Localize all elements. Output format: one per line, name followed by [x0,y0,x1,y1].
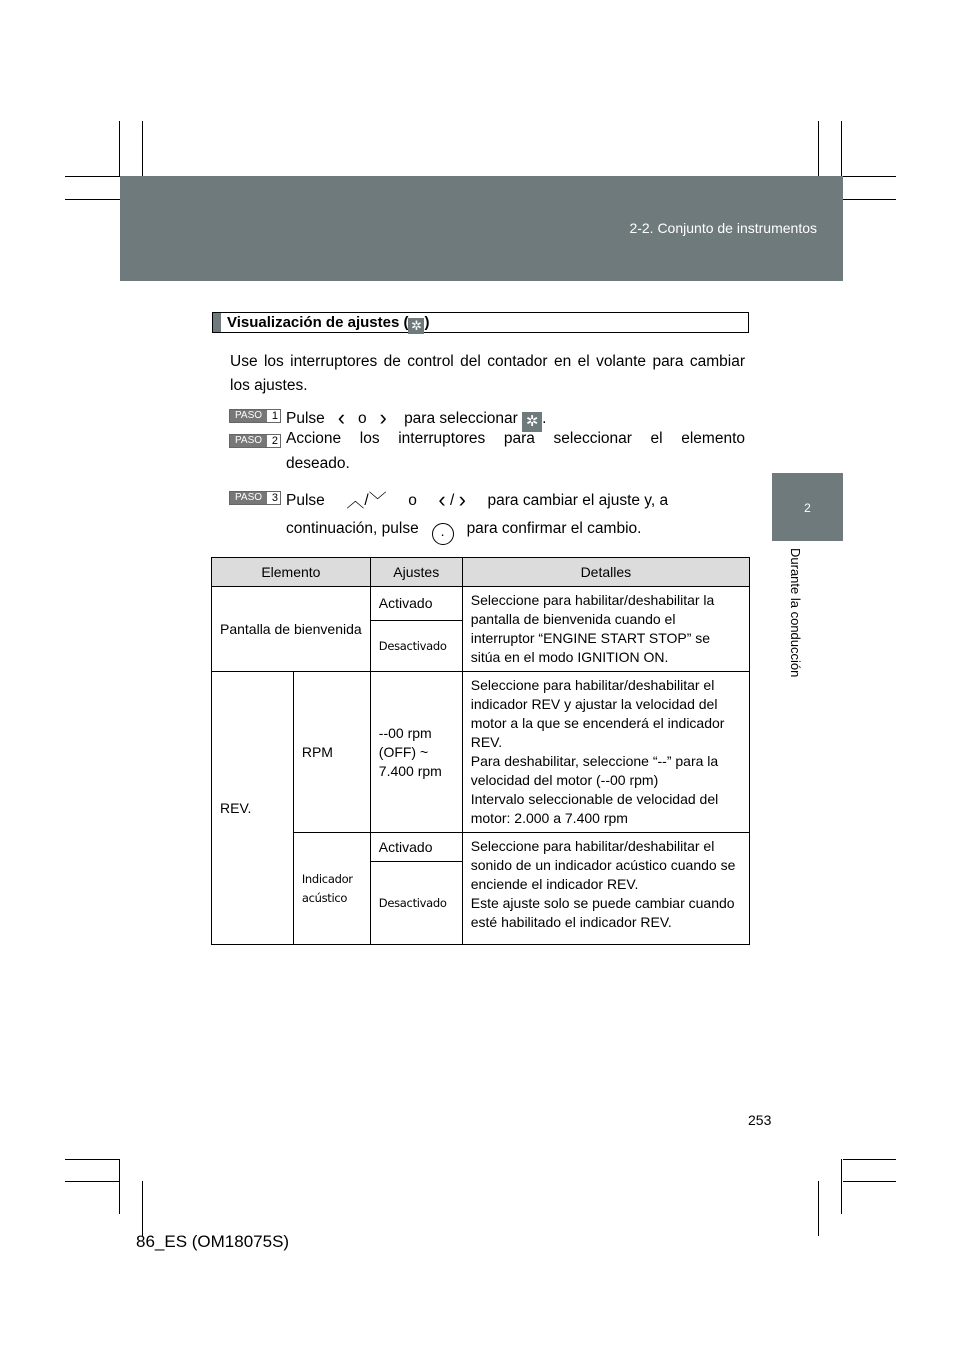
page-header [120,176,843,281]
chapter-label-container [783,546,805,696]
step-number: 2 [271,435,278,447]
crop-mark [119,121,120,176]
step-text: para cambiar el ajuste y, a [487,492,669,509]
step-3-text-line1 [286,487,668,513]
crop-mark [841,1159,842,1214]
step-badge [229,434,281,448]
step-text: o [408,492,417,509]
crop-mark [142,121,143,176]
crop-mark [65,199,120,200]
step-key: PASO [230,410,267,422]
page-number: 253 [748,1112,772,1128]
step-text: o [357,410,367,427]
chevron-left-icon: ‹ [337,405,346,430]
intro-paragraph: Use los interruptores de control del contador en el volante para cambiar los ajustes. [230,353,745,394]
step-key: PASO [230,435,267,447]
chapter-label: Durante la conducción [788,548,803,678]
table-cell-detail: Seleccione para habilitar/deshabilitar la pantalla de bienvenida cuando el interruptor “ENGINE START STOP” se sitúa en el modo IGNITION ON. [462,587,749,672]
step-number: 1 [271,410,278,422]
crop-mark [843,1181,896,1182]
step-2-text-line2: deseado. [286,455,350,472]
section-title: 2-2. Conjunto de instrumentos [629,220,817,236]
step-1-text [286,405,546,432]
column-header: Elemento [212,558,371,587]
table-cell-subitem: Indicador acústico [293,833,370,945]
chapter-number: 2 [804,501,811,515]
table-cell-setting: Activado [370,833,462,862]
table-cell-item: REV. [212,672,294,945]
step-text: para confirmar el cambio. [466,520,642,537]
heading-text [227,314,429,334]
chapter-tab [772,473,843,541]
table-cell-detail [462,672,749,833]
table-cell-setting: Desactivado [370,621,462,672]
crop-mark [841,121,842,176]
document-code: 86_ES (OM18075S) [136,1232,290,1251]
chevron-right-icon: › [379,405,387,430]
crop-mark [843,1159,896,1160]
ok-button-icon: · [432,523,454,545]
crop-mark [65,176,120,177]
heading-text-before: Visualización de ajustes ( [227,314,409,331]
step-3-text-line2 [286,520,641,545]
table-cell-setting: Desactivado [370,862,462,945]
detail-line: Para deshabilitar, seleccione “--” para la velocidad del motor (--00 rpm) [470,753,719,788]
section-heading [212,312,749,333]
heading-text-after: ) [424,314,430,331]
column-header: Detalles [462,558,749,587]
gear-icon: ✲ [522,412,542,432]
step-badge [229,491,281,505]
table-header-row [212,558,750,587]
chevron-down-icon: ﹀ [368,491,387,511]
crop-mark [843,176,896,177]
crop-mark [65,1181,120,1182]
table-cell-setting: Activado [370,587,462,621]
chevron-left-icon: ‹ [438,487,446,512]
step-text: continuación, pulse [286,520,419,537]
table-cell-setting: --00 rpm (OFF) ~ 7.400 rpm [370,672,462,833]
step-badge [229,409,281,423]
step-text: para seleccionar [404,410,518,427]
table-row [212,587,750,621]
step-text: Pulse [286,492,325,509]
column-header: Ajustes [370,558,462,587]
heading-accent [213,313,221,332]
detail-line: Este ajuste solo se puede cambiar cuando esté habilitado el indicador REV. [470,895,735,930]
step-text: / [450,492,455,509]
detail-line: Seleccione para habilitar/deshabilitar el indicador REV y ajustar la velocidad del motor a la que se encenderá el indicador REV. [470,677,725,750]
crop-mark [843,199,896,200]
table-cell-detail [462,833,749,945]
crop-mark [65,1159,120,1160]
gear-icon: ✲ [408,318,424,334]
crop-mark [119,1159,120,1214]
crop-mark [818,1181,819,1236]
chevron-right-icon: › [458,487,466,512]
table-cell-item: Pantalla de bienvenida [212,587,371,672]
detail-line: Seleccione para habilitar/deshabilitar el sonido de un indicador acústico cuando se enciende el indicador REV. [470,838,736,892]
step-number: 3 [271,492,278,504]
crop-mark [818,121,819,176]
table-row [212,672,750,833]
table-cell-subitem: RPM [293,672,370,833]
detail-line: Intervalo seleccionable de velocidad del motor: 2.000 a 7.400 rpm [470,791,719,826]
step-text: Pulse [286,410,325,427]
settings-table [211,557,750,945]
crop-mark [142,1181,143,1236]
step-key: PASO [230,492,267,504]
step-text: . [542,410,547,427]
chevron-up-icon: ︿ [346,491,365,511]
step-text: / [364,492,369,509]
step-2-text-line1: Accione los interruptores para seleccionar el elemento [286,430,745,447]
